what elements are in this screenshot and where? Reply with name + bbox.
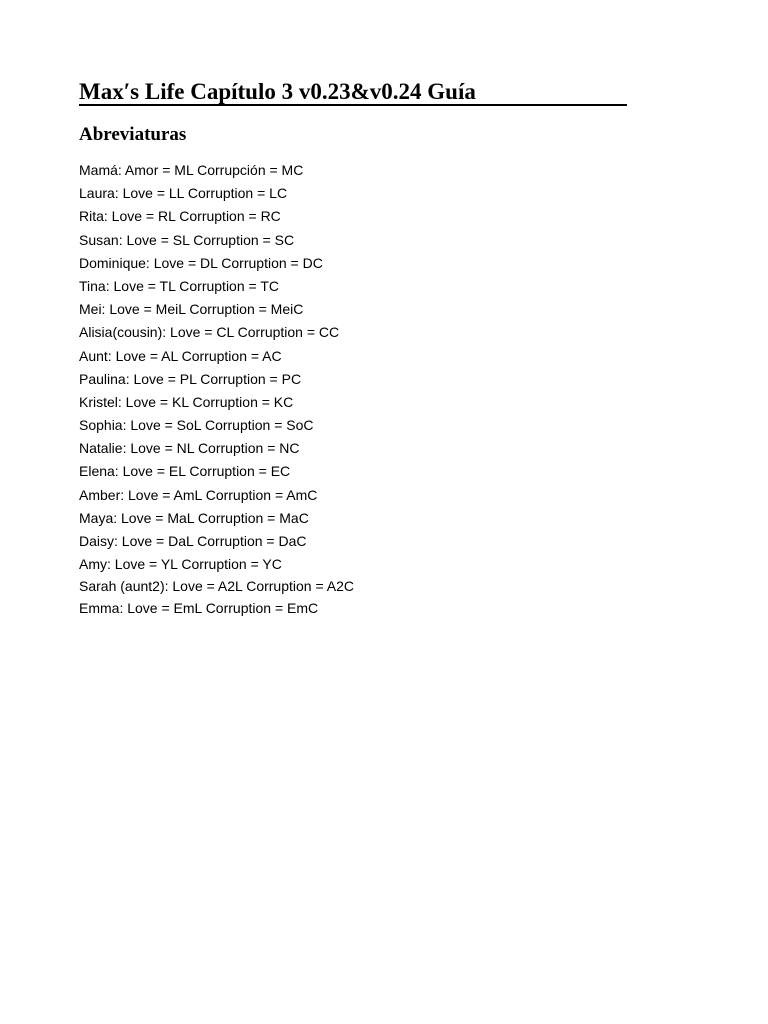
list-item: Alisia(cousin): Love = CL Corruption = CC [79,324,340,341]
list-item: Natalie: Love = NL Corruption = NC [79,440,300,457]
list-item: Mamá: Amor = ML Corrupción = MC [79,162,304,178]
list-item: Paulina: Love = PL Corruption = PC [79,370,302,387]
list-item: Tina: Love = TL Corruption = TC [79,277,279,294]
abbreviations-list [79,160,354,620]
list-item: Dominique: Love = DL Corruption = DC [79,254,323,271]
list-item: Sarah (aunt2): Love = A2L Corruption = A2C [79,578,354,595]
list-item: Laura: Love = LL Corruption = LC [79,185,288,202]
title-underline [79,80,627,106]
list-item: Aunt: Love = AL Corruption = AC [79,347,282,364]
list-item: Daisy: Love = DaL Corruption = DaC [79,533,307,549]
list-item: Elena: Love = EL Corruption = EC [79,463,291,480]
list-item: Susan: Love = SL Corruption = SC [79,231,295,248]
list-item: Kristel: Love = KL Corruption = KC [79,393,294,410]
section-heading-abbreviations: Abreviaturas [79,124,187,145]
list-item: Maya: Love = MaL Corruption = MaC [79,509,309,526]
list-item: Amber: Love = AmL Corruption = AmC [79,486,318,503]
list-item: Amy: Love = YL Corruption = YC [79,556,282,573]
list-item: Rita: Love = RL Corruption = RC [79,208,281,225]
list-item: Sophia: Love = SoL Corruption = SoC [79,417,314,434]
list-item: Emma: Love = EmL Corruption = EmC [79,600,319,617]
list-item: Mei: Love = MeiL Corruption = MeiC [79,301,304,318]
document-title: Max′s Life Capítulo 3 v0.23&v0.24 Guía [79,79,476,104]
